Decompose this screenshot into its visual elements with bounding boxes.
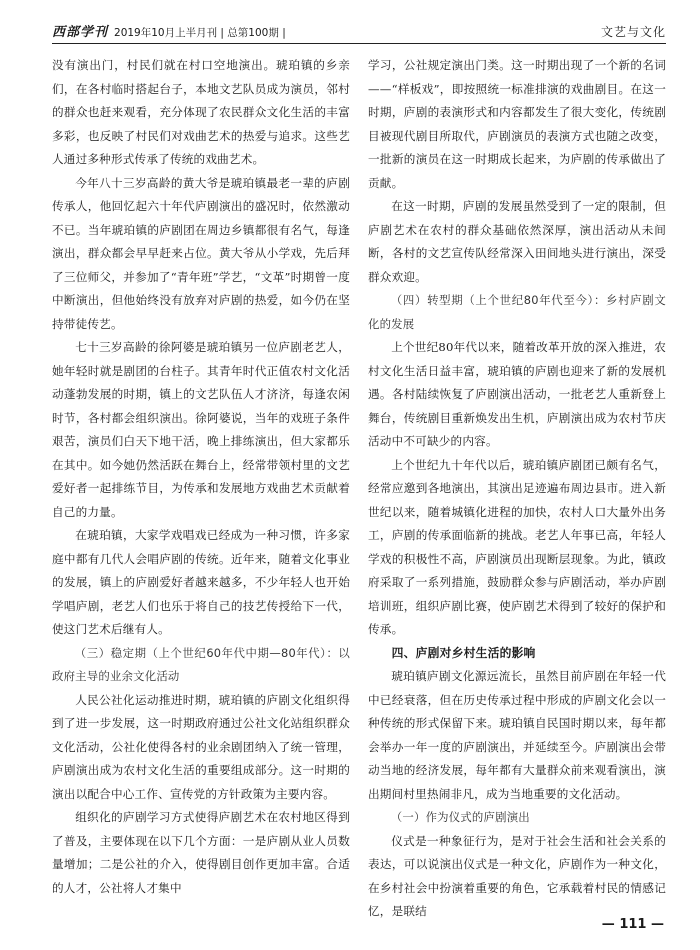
- paragraph: 琥珀镇庐剧文化源远流长，虽然目前庐剧在年轻一代中已经衰落，但在历史传承过程中形成的庐剧文化会以一种传统的形式保留下来。琥珀镇自民国时期以来，每年都会举办一年一度的庐剧演出，并延续至今。庐剧演出会带动当地的经济发展，每年都有大量群众前来观看演出，演出期间村里热闹非凡，成为当地重要的文化活动。: [368, 669, 666, 801]
- header-left: [52, 21, 286, 40]
- paragraph: 人民公社化运动推进时期，琥珀镇的庐剧文化组织得到了进一步发展，这一时期政府通过公社文化站组织群众文化活动，公社化使得各村的业余剧团纳入了统一管理，庐剧演出成为农村文化生活的重要组成部分。这一时期的演出以配合中心工作、宣传党的方针政策为主要内容。: [52, 692, 350, 801]
- paragraph: 在琥珀镇，大家学戏唱戏已经成为一种习惯，许多家庭中都有几代人会唱庐剧的传统。近年来，随着文化事业的发展，镇上的庐剧爱好者越来越多，不少年轻人也开始学唱庐剧，老艺人们也乐于将自己的技艺传授给下一代，使这门艺术后继有人。: [52, 528, 350, 636]
- left-column: [52, 54, 350, 902]
- running-header: [52, 22, 666, 44]
- paragraph: 上个世纪九十年代以后，琥珀镇庐剧团已颇有名气，经常应邀到各地演出，其演出足迹遍布周边县市。进入新世纪以来，随着城镇化进程的加快，农村人口大量外出务工，庐剧的传承面临新的挑战。老艺人年事已高，年轻人学戏的积极性不高，庐剧演员出现断层现象。为此，镇政府采取了一系列措施，鼓励群众参与庐剧活动，举办庐剧培训班，组织庐剧比赛，使庐剧艺术得到了较好的保护和传承。: [368, 457, 666, 636]
- subsection-heading: （一）作为仪式的庐剧演出: [390, 810, 530, 824]
- paragraph: 今年八十三岁高龄的黄大爷是琥珀镇最老一辈的庐剧传承人，他回忆起六十年代庐剧演出的盛况时，依然激动不已。当年琥珀镇的庐剧团在周边乡镇都很有名气，每逢演出，群众都会早早赶来占位。黄大爷从小学戏，先后拜了三位师父，并参加了“青年班”学艺，“文革”时期曾一度中断演出，但他始终没有放弃对庐剧的热爱，如今仍在坚持带徒传艺。: [52, 175, 350, 331]
- paragraph: 在这一时期，庐剧的发展虽然受到了一定的限制，但庐剧艺术在农村的群众基础依然深厚，演出活动从未间断，各村的文艺宣传队经常深入田间地头进行演出，深受群众欢迎。: [368, 199, 666, 284]
- body-columns: [52, 54, 666, 918]
- right-column: [368, 54, 666, 918]
- section-label: 文艺与文化: [600, 25, 666, 39]
- paragraph: 上个世纪80年代以来，随着改革开放的深入推进，农村文化生活日益丰富，琥珀镇的庐剧也迎来了新的发展机遇。各村陆续恢复了庐剧演出活动，一批老艺人重新登上舞台，传统剧目重新焕发出生机，庐剧演出成为农村节庆活动中不可缺少的内容。: [368, 340, 666, 448]
- paragraph: 组织化的庐剧学习方式使得庐剧艺术在农村地区得到了普及，主要体现在以下几个方面：一是庐剧从业人员数量增加；二是公社的介入，使得剧目创作更加丰富。合适的人才，公社将人才集中: [52, 810, 350, 895]
- section-heading: 四、庐剧对乡村生活的影响: [391, 645, 536, 660]
- issue-info: 2019年10月上半月刊 | 总第100期 |: [114, 27, 286, 39]
- subsection-heading: （三）稳定期（上个世纪60年代中期—80年代）：以政府主导的业余文化活动: [52, 645, 350, 683]
- paragraph: 没有演出门，村民们就在村口空地演出。琥珀镇的乡亲们，在各村临时搭起台子，本地文艺队员成为演员，邻村的群众也赶来观看，充分体现了农民群众文化生活的丰富多彩，也反映了村民们对戏曲艺术的热爱与追求。这些艺人通过多种形式传承了传统的戏曲艺术。: [52, 58, 350, 166]
- paragraph: 七十三岁高龄的徐阿婆是琥珀镇另一位庐剧老艺人，她年轻时就是剧团的台柱子。其青年时代正值农村文化活动蓬勃发展的时期，镇上的文艺队伍人才济济，每逢农闲时节，各村都会组织演出。徐阿婆说，当年的戏班子条件艰苦，演员们白天下地干活，晚上排练演出，但大家都乐在其中。如今她仍然活跃在舞台上，经常带领村里的文艺爱好者一起排练节目，为传承和发展地方戏曲艺术贡献着自己的力量。: [52, 340, 350, 519]
- paragraph: 学习，公社规定演出门类。这一时期出现了一个新的名词——“样板戏”，即按照统一标准排演的戏曲剧目。在这一时期，庐剧的表演形式和内容都发生了很大变化，传统剧目被现代剧目所取代，庐剧演员的表演方式也随之改变，一批新的演员在这一时期成长起来，为庐剧的传承做出了贡献。: [368, 58, 666, 190]
- paragraph: 仪式是一种象征行为，是对于社会生活和社会关系的表达，可以说演出仪式是一种文化，庐剧作为一种文化，在乡村社会中扮演着重要的角色，它承载着村民的情感记忆，是联结: [368, 833, 666, 918]
- page-number: — 111 —: [601, 917, 664, 932]
- subsection-heading: （四）转型期（上个世纪80年代至今）：乡村庐剧文化的发展: [368, 293, 666, 331]
- journal-name: 西部学刊: [52, 25, 109, 40]
